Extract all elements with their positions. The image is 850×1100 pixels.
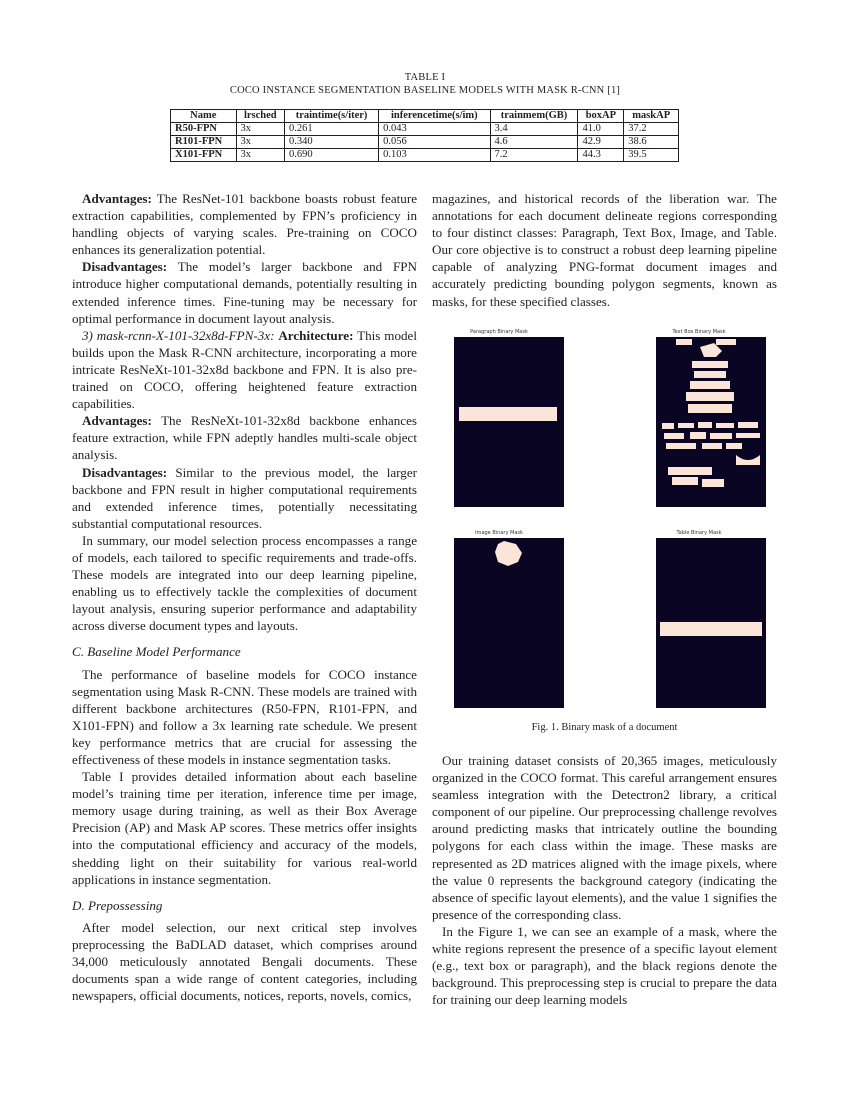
- header-traintime: traintime(s/iter): [285, 110, 379, 123]
- paragraph: Advantages: The ResNeXt-101-32x8d backbone enhances feature extraction, while FPN adeptly handles multi-scale object analysis.: [72, 413, 417, 463]
- table-cell: 44.3: [578, 149, 624, 162]
- header-lrsched: lrsched: [236, 110, 285, 123]
- table-header-row: [171, 110, 679, 123]
- baseline-results-table: [170, 109, 679, 162]
- table-cell: 0.056: [379, 136, 490, 149]
- panel-title-paragraph: Paragraph Binary Mask: [470, 329, 528, 335]
- section-heading-d: D. Prepossessing: [72, 897, 163, 913]
- table-cell: 3x: [236, 136, 285, 149]
- table-mask-svg: [656, 538, 766, 708]
- table-cell: 4.6: [490, 136, 578, 149]
- paragraph-mask-svg: [454, 337, 564, 507]
- right-column-bottom: [432, 752, 777, 1008]
- table-cell: R50-FPN: [171, 123, 237, 136]
- header-trainmem: trainmem(GB): [490, 110, 578, 123]
- figure-caption: Fig. 1. Binary mask of a document: [531, 722, 678, 733]
- table-cell: R101-FPN: [171, 136, 237, 149]
- table-row: [171, 149, 679, 162]
- panel-title-image: Image Binary Mask: [475, 530, 523, 536]
- table-cell: 38.6: [624, 136, 679, 149]
- section-heading-c: C. Baseline Model Performance: [72, 644, 241, 660]
- paragraph: magazines, and historical records of the liberation war. The annotations for each document delineate regions corresponding to four distinct classes: Paragraph, Text Box, Image, and Table. Our core objective is to construct a robust deep learning pipeline capable of analyzing PNG-format document images and accurately predicting bounding polygon segments, known as masks, for these specified classes.: [432, 191, 777, 309]
- paragraph: 3) mask-rcnn-X-101-32x8d-FPN-3x: Architecture: This model builds upon the Mask R-CNN architecture, incorporating a more intricate ResNeXt-101-32x8d backbone and FPN. It is also pre-trained on COCO, offering heightened feature extraction capabilities.: [72, 327, 417, 412]
- table-cell: 39.5: [624, 149, 679, 162]
- paragraph: Table I provides detailed information about each baseline model’s training time per iteration, inference time per image, memory usage during training, as well as their Box Average Precision (AP) and Mask AP scores. These metrics offer insights into the computational efficiency and accuracy of the models, shedding light on their suitability for various real-world applications in instance segmentation.: [72, 769, 417, 887]
- image-mask-svg: [454, 538, 564, 708]
- textbox-mask-image: [656, 337, 766, 507]
- panel-title-textbox: Text Box Binary Mask: [672, 329, 726, 335]
- paragraph: Advantages: The ResNet-101 backbone boasts robust feature extraction capabilities, complemented by FPN’s proficiency in handling objects of varying scales. Pre-training on COCO enhances its generalization potential.: [72, 191, 418, 258]
- textbox-mask-svg: [656, 337, 766, 507]
- table-mask-image: [656, 538, 766, 708]
- table-cell: 7.2: [490, 149, 578, 162]
- table-cell: 3x: [236, 123, 285, 136]
- table-cell: 41.0: [578, 123, 624, 136]
- paragraph: Disadvantages: Similar to the previous model, the larger backbone and FPN result in higher computational requirements and extended inference times, potentially necessitating substantial computational resources.: [72, 464, 417, 531]
- paragraph: Disadvantages: The model’s larger backbone and FPN introduce higher computational demands, potentially resulting in extended inference times. Fine-tuning may be necessary for optimal performance in document layout analysis.: [72, 259, 417, 326]
- right-column-top: [432, 190, 777, 310]
- table-cell: 0.103: [379, 149, 490, 162]
- paragraph: After model selection, our next critical step involves preprocessing the BaDLAD dataset, which comprises around 34,000 meticulously annotated Bengali documents. These documents span a wide range of content categories, including newspapers, official documents, notices, reports, novels, comics,: [72, 919, 417, 1004]
- header-inferencetime: inferencetime(s/im): [379, 110, 490, 123]
- table-cell: 0.690: [285, 149, 379, 162]
- paragraph: The performance of baseline models for COCO instance segmentation using Mask R-CNN. These models are trained with different backbone architectures (R50-FPN, R101-FPN, and X101-FPN) and follow a 3x learning rate schedule. We present key performance metrics that are crucial for assessing the effectiveness of these models in instance segmentation tasks.: [72, 666, 417, 767]
- table-cell: 3.4: [490, 123, 578, 136]
- table-cell: 0.340: [285, 136, 379, 149]
- table-title: COCO INSTANCE SEGMENTATION BASELINE MODELS WITH MASK R-CNN [1]: [229, 85, 621, 96]
- left-column: [72, 190, 417, 1004]
- table-row: [171, 123, 679, 136]
- table-cell: 0.043: [379, 123, 490, 136]
- header-name: Name: [171, 110, 237, 123]
- paragraph-mask-image: [454, 337, 564, 507]
- figure-binary-masks: [432, 326, 777, 736]
- paragraph: In the Figure 1, we can see an example of a mask, where the white regions represent the presence of a specific layout element (e.g., text box or paragraph), and the black regions denote the background. This preprocessing step is crucial to prepare the data for training our deep learning models: [432, 923, 777, 1008]
- table-cell: 42.9: [578, 136, 624, 149]
- table-cell: X101-FPN: [171, 149, 237, 162]
- paragraph: Our training dataset consists of 20,365 images, meticulously organized in the COCO format. This careful arrangement ensures seamless integration with the Detectron2 library, a critical component of our pipeline. Our preprocessing challenge revolves around predicting masks that intricately outline the bounding polygons for each class within the image. These masks are represented as 2D matrices aligned with the image pixels, where the value 0 represents the background category (indicating the absence of specific layout elements), and the value 1 signifies the presence of the corresponding class.: [432, 753, 777, 922]
- table-cell: 37.2: [624, 123, 679, 136]
- panel-title-table: Table Binary Mask: [676, 530, 722, 536]
- table-cell: 0.261: [285, 123, 379, 136]
- table-label: TABLE I: [404, 72, 446, 83]
- table-cell: 3x: [236, 149, 285, 162]
- table-row: [171, 136, 679, 149]
- header-boxap: boxAP: [578, 110, 624, 123]
- header-maskap: maskAP: [624, 110, 679, 123]
- paragraph: In summary, our model selection process encompasses a range of models, each tailored to specific requirements and trade-offs. These models are integrated into our deep learning pipeline, enabling us to effectively tackle the complexities of document layout analysis, ensuring superior performance and adaptability across diverse document types and layouts.: [72, 532, 417, 634]
- image-mask-image: [454, 538, 564, 708]
